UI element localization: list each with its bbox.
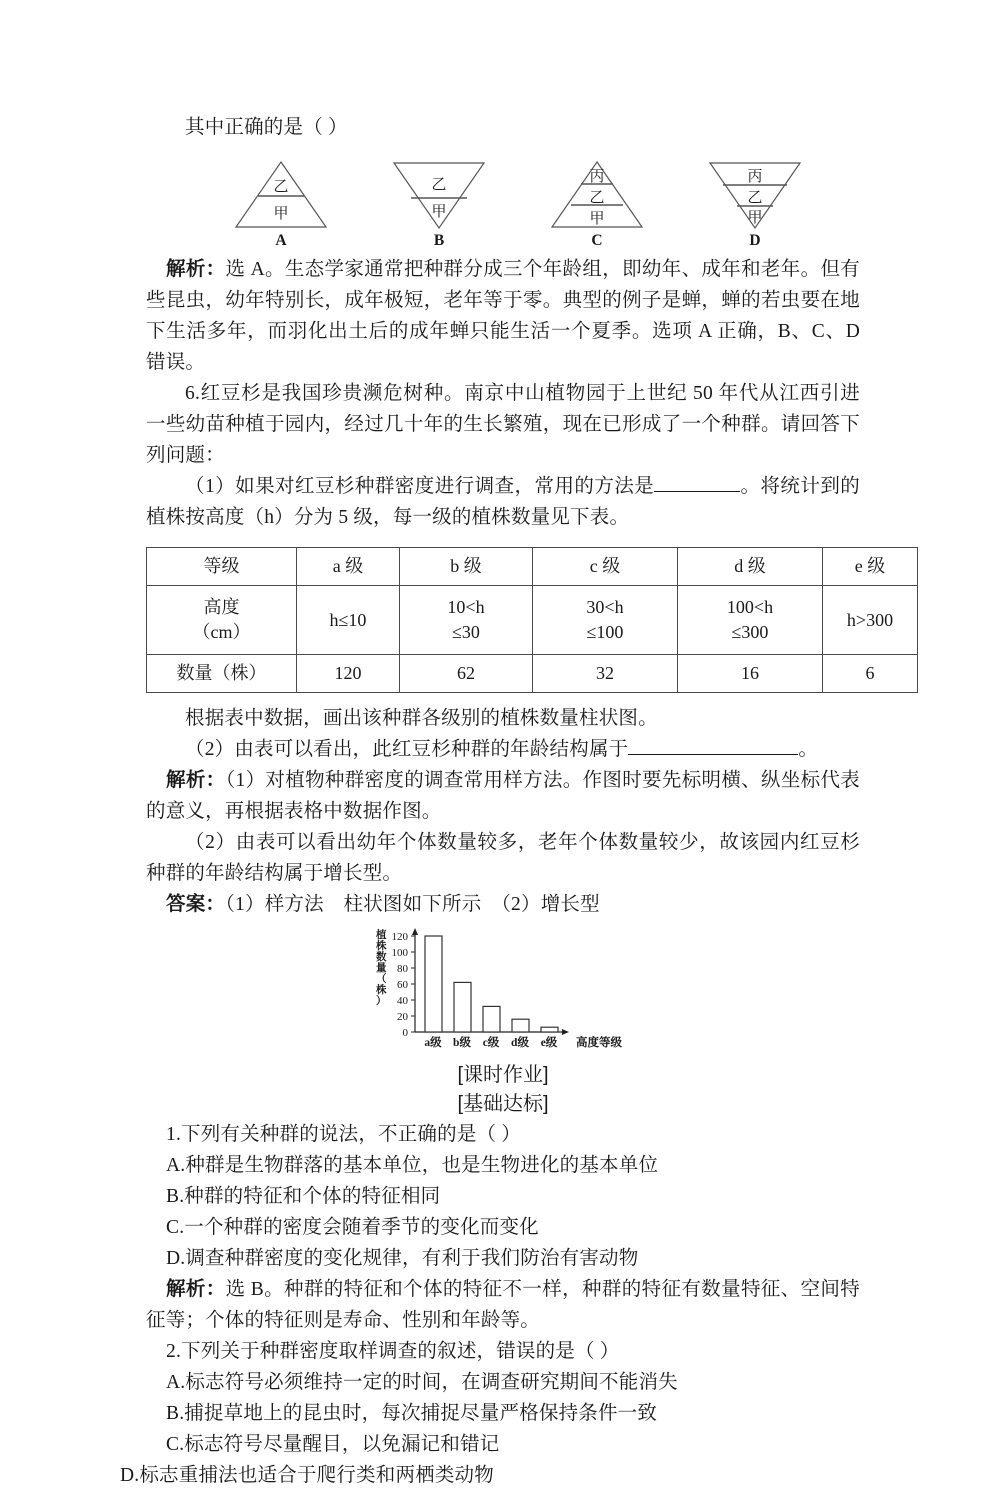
table-cell-height-1: [400, 586, 533, 655]
table-cell-height-3-line1: 100<h: [726, 597, 774, 617]
table-row-count: [147, 655, 918, 693]
y-tick-label-3: 60: [397, 979, 408, 991]
exercise2-option-b[interactable]: B.捕捉草地上的昆虫时，每次捕捉尽量严格保持条件一致: [166, 1403, 658, 1424]
pyramid-d-label: D: [749, 232, 761, 249]
table-cell-height-0-line1: h≤10: [329, 609, 367, 630]
question5-analysis-label: 解析：: [166, 259, 226, 280]
question6-sub1-after: 。将统计到的植株按高度（h）分为 5 级，每一级的植株数量见下表。: [146, 476, 860, 528]
bar-series: [425, 936, 558, 1032]
question6-sub1: [146, 471, 860, 533]
pyramid-a-icon: [231, 159, 331, 231]
table-header-height: [147, 586, 297, 655]
pyramid-d-level-0: 丙: [747, 168, 763, 185]
table-header-height-line1: 高度: [203, 597, 240, 617]
section-header-homework: [课时作业]: [457, 1064, 549, 1086]
x-tick-label-0: a级: [424, 1037, 442, 1049]
exercise2-option-a[interactable]: A.标志符号必须维持一定的时间，在调查研究期间不能消失: [166, 1372, 678, 1393]
table-cell-height-2-line2: ≤100: [586, 622, 624, 642]
x-tick-label-2: c级: [482, 1037, 500, 1049]
pyramid-c-level-0: 丙: [589, 168, 605, 185]
table-header-grade: 等级: [147, 548, 297, 586]
pyramid-option-d: [696, 159, 814, 250]
bar-a: [425, 936, 442, 1032]
table-cell-height-1-line2: ≤30: [452, 622, 480, 642]
y-tick-label-6: 120: [391, 931, 408, 943]
question6-sub2-blank[interactable]: [628, 754, 798, 755]
table-cell-grade-4: e 级: [823, 548, 918, 586]
x-tick-label-1: b级: [453, 1037, 471, 1049]
question6-after-table: 根据表中数据，画出该种群各级别的植株数量柱状图。: [185, 708, 658, 729]
question6-analysis-1-text: （1）对植物种群密度的调查常用样方法。作图时要先标明横、纵坐标代表的意义，再根据表格中数据作图。: [146, 770, 860, 822]
y-axis-title: 植 株 数 量 （ 株 ）: [376, 929, 387, 1007]
x-axis-labels: [424, 1035, 622, 1049]
pyramid-options-row: [146, 159, 860, 250]
table-cell-height-4: [823, 586, 918, 655]
pyramid-d-level-2: 甲: [747, 209, 763, 226]
pyramid-a-label: A: [275, 232, 287, 249]
table-cell-height-2: [533, 586, 678, 655]
question5-prompt: 其中正确的是（ ）: [185, 117, 348, 138]
table-cell-grade-3: d 级: [678, 548, 823, 586]
bar-c: [483, 1006, 500, 1032]
pyramid-c-level-2: 甲: [589, 210, 605, 227]
table-cell-grade-2: c 级: [533, 548, 678, 586]
table-cell-count-1: 62: [400, 655, 533, 693]
table-cell-count-4: 6: [823, 655, 918, 693]
pyramid-c-level-1: 乙: [589, 189, 605, 206]
bar-e: [541, 1027, 558, 1032]
question5-analysis-text: 选 A。生态学家通常把种群分成三个年龄组，即幼年、成年和老年。但有些昆虫，幼年特别长，成年极短，老年等于零。典型的例子是蝉，蝉的若虫要在地下生活多年，而羽化出土后的成年蝉只能生活一个夏季。选项 A 正确，B、C、D 错误。: [146, 259, 860, 373]
pyramid-c-icon: [547, 159, 647, 231]
y-tick-label-1: 20: [397, 1011, 408, 1023]
question6-analysis-2: （2）由表可以看出幼年个体数量较多，老年个体数量较少，故该园内红豆杉种群的年龄结构属于增长型。: [146, 832, 860, 884]
x-axis-title: 高度等级: [576, 1037, 622, 1049]
pyramid-b-level-1: 甲: [431, 203, 447, 220]
question6-answer-text: （1）样方法 柱状图如下所示 （2）增长型: [225, 894, 600, 915]
section-header-basic: [基础达标]: [457, 1093, 549, 1115]
pyramid-d-level-1: 乙: [747, 189, 763, 206]
y-axis-ticks: [392, 931, 416, 1039]
table-cell-height-1-line1: 10<h: [447, 597, 485, 617]
table-cell-height-0: [297, 586, 400, 655]
question6-analysis-label: 解析：: [166, 770, 226, 791]
table-cell-count-2: 32: [533, 655, 678, 693]
exercise1-option-c[interactable]: C.一个种群的密度会随着季节的变化而变化: [166, 1217, 539, 1238]
pyramid-c-label: C: [591, 232, 603, 249]
exercise1-analysis-text: 选 B。种群的特征和个体的特征不一样，种群的特征有数量特征、空间特征等；个体的特征则是寿命、性别和年龄等。: [146, 1279, 860, 1331]
bar-d: [512, 1019, 529, 1032]
exercise1-stem: 1.下列有关种群的说法，不正确的是（ ）: [166, 1124, 522, 1145]
table-cell-height-3-line2: ≤300: [731, 622, 769, 642]
table-row-height: [147, 586, 918, 655]
table-cell-height-2-line1: 30<h: [586, 597, 624, 617]
question6-sub1-blank[interactable]: [654, 491, 740, 492]
table-cell-count-0: 120: [297, 655, 400, 693]
exercise1-analysis: [146, 1274, 860, 1336]
exercise1-option-b[interactable]: B.种群的特征和个体的特征相同: [166, 1186, 441, 1207]
bar-chart-svg: [368, 926, 638, 1056]
table-header-height-line2: （cm）: [192, 622, 251, 642]
table-cell-grade-0: a 级: [297, 548, 400, 586]
y-tick-label-4: 80: [397, 963, 408, 975]
pyramid-option-b: [380, 159, 498, 250]
exercise1-analysis-label: 解析：: [166, 1279, 226, 1300]
x-tick-label-3: d级: [511, 1037, 529, 1049]
question6-answer-label: 答案：: [166, 894, 226, 915]
bar-b: [454, 982, 471, 1032]
question6-sub2-before: （2）由表可以看出，此红豆杉种群的年龄结构属于: [185, 739, 629, 760]
question6-sub2-after: 。: [798, 739, 819, 760]
exercise2-option-d[interactable]: D.标志重捕法也适合于爬行类和两栖类动物: [120, 1465, 494, 1486]
x-tick-label-4: e级: [540, 1037, 558, 1049]
y-tick-label-0: 0: [402, 1027, 408, 1039]
question6-analysis-1: [146, 765, 860, 827]
document-content: [120, 112, 894, 1491]
table-cell-count-3: 16: [678, 655, 823, 693]
pyramid-option-a: [222, 159, 340, 250]
table-row-grade: [147, 548, 918, 586]
question6-stem: 6.红豆杉是我国珍贵濒危树种。南京中山植物园于上世纪 50 年代从江西引进一些幼苗种植于园内，经过几十年的生长繁殖，现在已形成了一个种群。请回答下列问题：: [146, 383, 860, 466]
exercise1-option-d[interactable]: D.调查种群密度的变化规律，有利于我们防治有害动物: [166, 1248, 639, 1269]
pyramid-d-icon: [705, 159, 805, 231]
question6-sub2: [146, 734, 860, 765]
plant-count-bar-chart: [368, 926, 638, 1061]
table-header-count: 数量（株）: [147, 655, 297, 693]
y-tick-label-5: 100: [391, 947, 408, 959]
exercise1-option-a[interactable]: A.种群是生物群落的基本单位，也是生物进化的基本单位: [166, 1155, 659, 1176]
table-cell-height-3: [678, 586, 823, 655]
y-tick-label-2: 40: [397, 995, 408, 1007]
pyramid-b-icon: [389, 159, 489, 231]
pyramid-a-level-0: 乙: [273, 178, 289, 195]
pyramid-b-label: B: [433, 232, 445, 249]
question6-sub1-before: （1）如果对红豆杉种群密度进行调查，常用的方法是: [185, 476, 655, 497]
pyramid-option-c: [538, 159, 656, 250]
plant-height-table: [146, 547, 918, 693]
question5-analysis: [146, 254, 860, 378]
table-cell-height-4-line1: h>300: [846, 609, 894, 630]
exercise2-option-c[interactable]: C.标志符号尽量醒目，以免漏记和错记: [166, 1434, 500, 1455]
pyramid-b-level-0: 乙: [431, 176, 447, 193]
pyramid-a-level-1: 甲: [273, 205, 289, 222]
exercise2-stem: 2.下列关于种群密度取样调查的叙述，错误的是（ ）: [166, 1341, 620, 1362]
question6-answer: [146, 889, 860, 920]
table-cell-grade-1: b 级: [400, 548, 533, 586]
